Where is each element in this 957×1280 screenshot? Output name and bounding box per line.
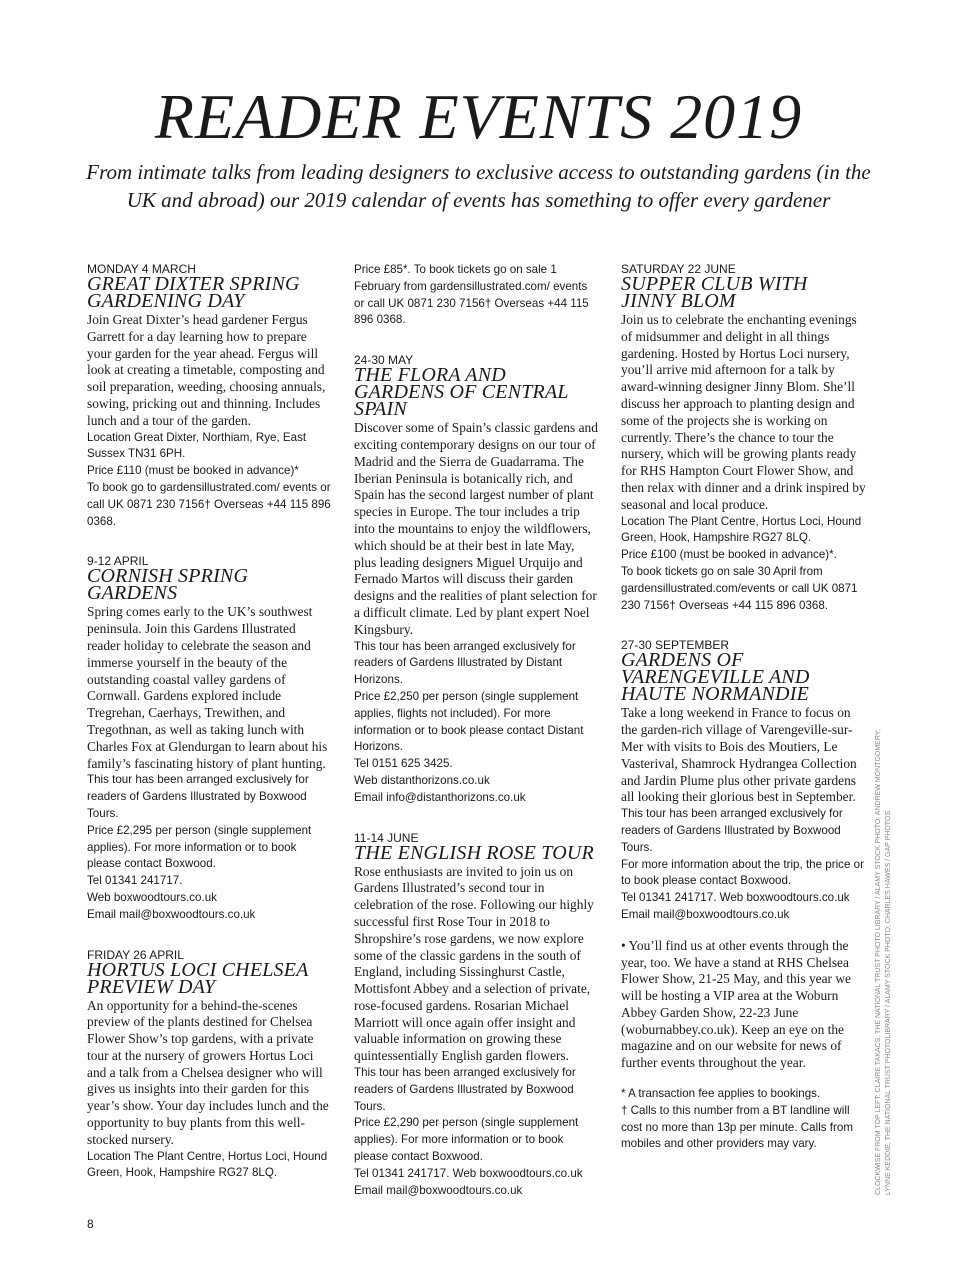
event-date: 24-30 MAY [354, 353, 414, 368]
event-description: Join Great Dixter’s head gardener Fergus Garrett for a day learning how to prepare your garden for the year ahead. Fergus will look at creating a timetable, composting and soil preparation, weeding, choosing annuals, sowing, pricking out and thinning. Includes lunch and a tour of the garden. [87, 312, 326, 428]
event-details: Price £2,250 per person (single supplement applies, flights not included). For more information or to book please contact Distant Horizons. [354, 689, 584, 754]
photo-credits [874, 715, 894, 1195]
event-details: To book tickets go on sale 30 April from gardensillustrated.com/events or call UK 0871 230 7156† Overseas +44 115 896 0368. [621, 564, 858, 612]
event-details: Web distanthorizons.co.uk [354, 773, 490, 787]
event-title: THE ENGLISH ROSE TOUR [354, 841, 594, 864]
event-details: Price £85*. To book tickets go on sale 1 February from gardensillustrated.com/ events or call UK 0871 230 7156† Overseas +44 115 896 0368. [354, 263, 589, 327]
event-description: Spring comes early to the UK’s southwest peninsula. Join this Gardens Illustrated reader holiday to celebrate the season and immerse yourself in the beauty of the outstanding coastal valley gardens of Cornwall. Gardens explored include Tregrehan, Caerhays, Trewithen, and Tregothnan, as well as taking lunch with Charles Fox at Glendurgan to learn about his family’s fascinating history of plant hunting. [87, 604, 328, 771]
event-details: Tel 01341 241717. [87, 874, 183, 888]
event-description: Discover some of Spain’s classic gardens and exciting contemporary designs on our tour of Madrid and the Sierra de Guadarrama. The Iberian Peninsula is botanically rich, and Spain has the second largest number of plant species in Europe. The tour includes a trip into the mountains to enjoy the wildflowers, which should be at their best in late May, plus leading designers Miguel Urquijo and Fernado Martos will discuss their garden designs and the realities of plant selection for a difficult climate. Led by plant expert Noel Kingsbury. [354, 420, 598, 637]
column-right [621, 262, 866, 1153]
column-middle [354, 262, 599, 1199]
event-title: THE FLORA AND GARDENS OF CENTRAL SPAIN [354, 364, 569, 421]
event-title: SUPPER CLUB WITH JINNY BLOM [621, 273, 808, 312]
event-details: Location The Plant Centre, Hortus Loci, Hound Green, Hook, Hampshire RG27 8LQ. [621, 514, 862, 545]
page-number: 8 [87, 1217, 94, 1231]
event-description: • You’ll find us at other events through the year, too. We have a stand at RHS Chelsea Flower Show, 21-25 May, and this year we will be hosting a VIP area at the Woburn Abbey Garden Show, 22-23 June (woburnabbey.co.uk). Keep an eye on the magazine and on our website for news of further events throughout the year. [621, 937, 851, 1071]
event-title: CORNISH SPRING GARDENS [87, 565, 249, 605]
event-description: Join us to celebrate the enchanting evenings of midsummer and delight in all things gardening. Hosted by Hortus Loci nursery, you’ll arrive mid afternoon for a talk by award-winning designer Jinny Blom. She’ll discuss her approach to planting design and some of the projects she is working on currently. There’s the chance to tour the nursery, which will be growing plants ready for RHS Hampton Court Flower Show, and then relax with dinner and a drink inspired by seasonal and local produce. [621, 312, 866, 512]
event-details: Email mail@boxwoodtours.co.uk [621, 907, 790, 921]
event-title: HORTUS LOCI CHELSEA PREVIEW DAY [87, 958, 309, 998]
event-date: 9-12 APRIL [87, 554, 149, 569]
event-details: Tel 0151 625 3425. [354, 757, 453, 771]
event-description: Rose enthusiasts are invited to join us on Gardens Illustrated’s second tour in celebration of the rose. Following our highly successful first Rose Tour in 2018 to Shropshire’s rose gardens, we now explore some of the classic gardens in the south of England, including Sissinghurst Castle, Mottisfont Abbey and a selection of private, rose-focused gardens. Rosarian Michael Marriott will once again offer insight and valuable information on growing these quintessentially English garden flowers. [354, 863, 594, 1064]
event-date: FRIDAY 26 APRIL [87, 947, 184, 962]
event-details: This tour has been arranged exclusively for readers of Gardens Illustrated by Distant Horizons. [354, 639, 576, 687]
photo-credit-line: CLOCKWISE FROM TOP LEFT: CLAIRE TAKACS; THE NATIONAL TRUST PHOTO LIBRARY / ALAMY STOCK PHOTO; ANDREW MONTGOMERY; [875, 729, 882, 1195]
event-details: Email mail@boxwoodtours.co.uk [354, 1183, 523, 1197]
column-left [87, 262, 332, 1182]
event-details: Web boxwoodtours.co.uk [87, 890, 217, 904]
event-details: This tour has been arranged exclusively for readers of Gardens Illustrated by Boxwood Tours. [621, 807, 843, 854]
intro-text: From intimate talks from leading designers to exclusive access to outstanding gardens (in the UK and abroad) our 2019 calendar of events has something to offer every gardener [86, 160, 871, 212]
event-title: GARDENS OF VARENGEVILLE AND HAUTE NORMANDIE [621, 649, 810, 706]
event-details: Location Great Dixter, Northiam, Rye, East Sussex TN31 6PH. [87, 430, 307, 461]
photo-credit-line: LYNNE KEDDIE; THE NATIONAL TRUST PHOTOLIBRARY / ALAMY STOCK PHOTO; CHARLES HAWES / GAP PHOTOS [885, 810, 892, 1195]
event-details: Tel 01341 241717. Web boxwoodtours.co.uk [354, 1166, 583, 1180]
event-details: To book go to gardensillustrated.com/ events or call UK 0871 230 7156† Overseas +44 115 896 0368. [87, 480, 331, 528]
event-details: Price £110 (must be booked in advance)* [87, 464, 299, 478]
event-details: † Calls to this number from a BT landline will cost no more than 13p per minute. Calls from mobiles and other providers may vary. [621, 1103, 853, 1151]
event-date: SATURDAY 22 JUNE [621, 262, 736, 276]
event-date: MONDAY 4 MARCH [87, 262, 196, 276]
event-details: This tour has been arranged exclusively for readers of Gardens Illustrated by Boxwood Tours. [354, 1066, 576, 1113]
event-details: Tel 01341 241717. Web boxwoodtours.co.uk [621, 891, 850, 905]
event-details: Price £2,290 per person (single supplement applies). For more information or to book please contact Boxwood. [354, 1116, 579, 1164]
event-details: Price £2,295 per person (single supplement applies). For more information or to book please contact Boxwood. [87, 823, 312, 871]
event-title: GREAT DIXTER SPRING GARDENING DAY [87, 273, 300, 312]
event-details: This tour has been arranged exclusively for readers of Gardens Illustrated by Boxwood Tours. [87, 773, 309, 820]
event-description: An opportunity for a behind-the-scenes preview of the plants destined for Chelsea Flower Show’s top gardens, with a private tour at the nursery of growers Hortus Loci and a talk from a Chelsea designer who will gives us insights into their garden for this year’s show. Your day includes lunch and the opportunity to buy plants from this well-stocked nursery. [87, 997, 329, 1147]
event-details: * A transaction fee applies to bookings. [621, 1087, 821, 1101]
event-details: For more information about the trip, the price or to book please contact Boxwood. [621, 857, 864, 888]
event-details: Email info@distanthorizons.co.uk [354, 790, 526, 804]
event-details: Price £100 (must be booked in advance)*. [621, 548, 837, 562]
event-date: 11-14 JUNE [354, 830, 419, 845]
page-title: READER EVENTS 2019 [154, 81, 803, 152]
event-details: Location The Plant Centre, Hortus Loci, Hound Green, Hook, Hampshire RG27 8LQ. [87, 1149, 328, 1180]
event-date: 27-30 SEPTEMBER [621, 638, 730, 653]
event-description: Take a long weekend in France to focus on the garden-rich village of Varengeville-sur-Mer with visits to Bois des Moutiers, Le Vasterival, Shamrock Hydrangea Collection and Jardin Plume plus other private gardens all looking their glorious best in September. [621, 705, 857, 805]
event-details: Email mail@boxwoodtours.co.uk [87, 907, 256, 921]
